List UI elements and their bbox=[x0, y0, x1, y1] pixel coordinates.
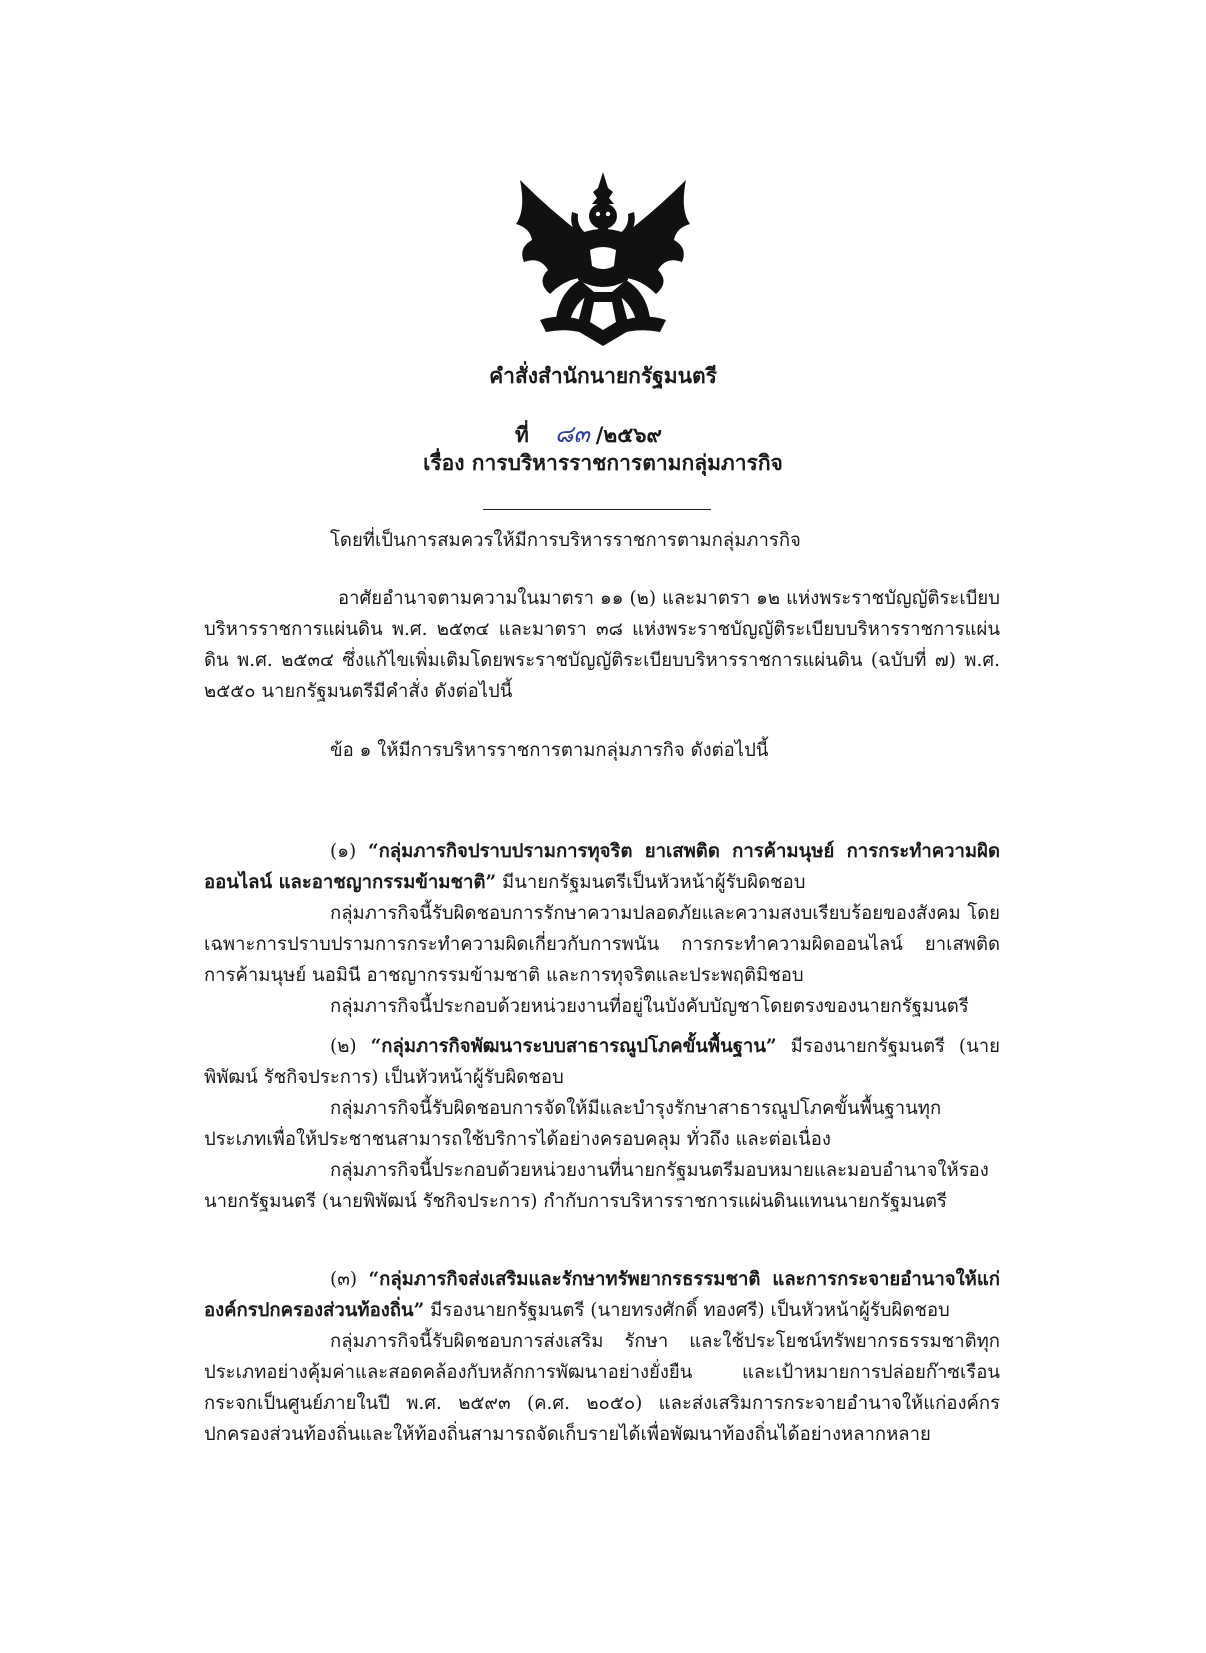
group-2 bbox=[204, 1031, 1000, 1217]
group-3-head: มีรองนายกรัฐมนตรี (นายทรงศักดิ์ ทองศรี) เป็นหัวหน้าผู้รับผิดชอบ bbox=[430, 1300, 950, 1321]
order-number-year: /๒๕๖๙ bbox=[595, 422, 662, 447]
clause-1-text: ข้อ ๑ ให้มีการบริหารราชการตามกลุ่มภารกิจ ดังต่อไปนี้ bbox=[330, 740, 769, 761]
group-1-units: กลุ่มภารกิจนี้ประกอบด้วยหน่วยงานที่อยู่ในบังคับบัญชาโดยตรงของนายกรัฐมนตรี bbox=[330, 996, 969, 1017]
document-subject: เรื่อง การบริหารราชการตามกลุ่มภารกิจ bbox=[423, 450, 783, 475]
group-3-duty: กลุ่มภารกิจนี้รับผิดชอบการส่งเสริม รักษา และใช้ประโยชน์ทรัพยากรธรรมชาติทุกประเภทอย่างคุ้มค่าและสอดคล้องกับหลักการพัฒนาอย่างยั่งยืน และเป้าหมายการปล่อยก๊าซเรือนกระจกเป็นศูนย์ภายในปี พ.ศ. ๒๕๙๓ (ค.ศ. ๒๐๕๐) และส่งเสริมการกระจายอำนาจให้แก่องค์กรปกครองส่วนท้องถิ่นและให้ท้องถิ่นสามารถจัดเก็บรายได้เพื่อพัฒนาท้องถิ่นได้อย่างหลากหลาย bbox=[204, 1331, 1000, 1445]
authority-paragraph bbox=[204, 583, 1000, 707]
group-2-duty: กลุ่มภารกิจนี้รับผิดชอบการจัดให้มีและบำรุงรักษาสาธารณูปโภคขั้นพื้นฐานทุกประเภทเพื่อให้ประชาชนสามารถใช้บริการได้อย่างครอบคลุม ทั่วถึง และต่อเนื่อง bbox=[204, 1098, 942, 1150]
header-divider bbox=[483, 509, 711, 510]
clause-1 bbox=[204, 735, 1000, 766]
group-2-head: มีรองนายกรัฐมนตรี (นายพิพัฒน์ รัชกิจประการ) เป็นหัวหน้าผู้รับผิดชอบ bbox=[204, 1036, 1000, 1088]
group-3-name: “กลุ่มภารกิจส่งเสริมและรักษาทรัพยากรธรรมชาติ และการกระจายอำนาจให้แก่องค์กรปกครองส่วนท้องถิ่น” bbox=[204, 1269, 1000, 1321]
group-1-name: “กลุ่มภารกิจปราบปรามการทุจริต ยาเสพติด การค้ามนุษย์ การกระทำความผิดออนไลน์ และอาชญากรรมข้ามชาติ” bbox=[204, 841, 1000, 893]
order-number-prefix: ที่ bbox=[515, 422, 529, 447]
group-1-head: มีนายกรัฐมนตรีเป็นหัวหน้าผู้รับผิดชอบ bbox=[502, 872, 806, 893]
handwritten-order-number: ๘๓ bbox=[554, 420, 590, 448]
group-2-number: (๒) bbox=[330, 1036, 357, 1057]
group-1-number: (๑) bbox=[330, 841, 357, 862]
authority-text: อาศัยอำนาจตามความในมาตรา ๑๑ (๒) และมาตรา ๑๒ แห่งพระราชบัญญัติระเบียบบริหารราชการแผ่นดิน พ.ศ. ๒๕๓๔ และมาตรา ๓๘ แห่งพระราชบัญญัติระเบียบบริหารราชการแผ่นดิน พ.ศ. ๒๕๓๔ ซึ่งแก้ไขเพิ่มเติมโดยพระราชบัญญัติระเบียบบริหารราชการแผ่นดิน (ฉบับที่ ๗) พ.ศ. ๒๕๕๐ นายกรัฐมนตรีมีคำสั่ง ดังต่อไปนี้ bbox=[204, 588, 1000, 702]
group-2-name: “กลุ่มภารกิจพัฒนาระบบสาธารณูปโภคขั้นพื้นฐาน” bbox=[370, 1036, 777, 1057]
document-title: คำสั่งสำนักนายกรัฐมนตรี bbox=[489, 363, 717, 388]
group-2-units: กลุ่มภารกิจนี้ประกอบด้วยหน่วยงานที่นายกรัฐมนตรีมอบหมายและมอบอำนาจให้รองนายกรัฐมนตรี (นายพิพัฒน์ รัชกิจประการ) กำกับการบริหารราชการแผ่นดินแทนนายกรัฐมนตรี bbox=[204, 1160, 989, 1212]
group-3 bbox=[204, 1264, 1000, 1450]
group-3-number: (๓) bbox=[330, 1269, 358, 1290]
group-1-duty: กลุ่มภารกิจนี้รับผิดชอบการรักษาความปลอดภัยและความสงบเรียบร้อยของสังคม โดยเฉพาะการปราบปรามการกระทำความผิดเกี่ยวกับการพนัน การกระทำความผิดออนไลน์ ยาเสพติด การค้ามนุษย์ นอมินี อาชญากรรมข้ามชาติ และการทุจริตและประพฤติมิชอบ bbox=[204, 903, 1000, 986]
preamble bbox=[204, 525, 1000, 556]
preamble-text: โดยที่เป็นการสมควรให้มีการบริหารราชการตามกลุ่มภารกิจ bbox=[330, 530, 801, 551]
garuda-emblem bbox=[510, 170, 696, 350]
group-1 bbox=[204, 836, 1000, 1022]
